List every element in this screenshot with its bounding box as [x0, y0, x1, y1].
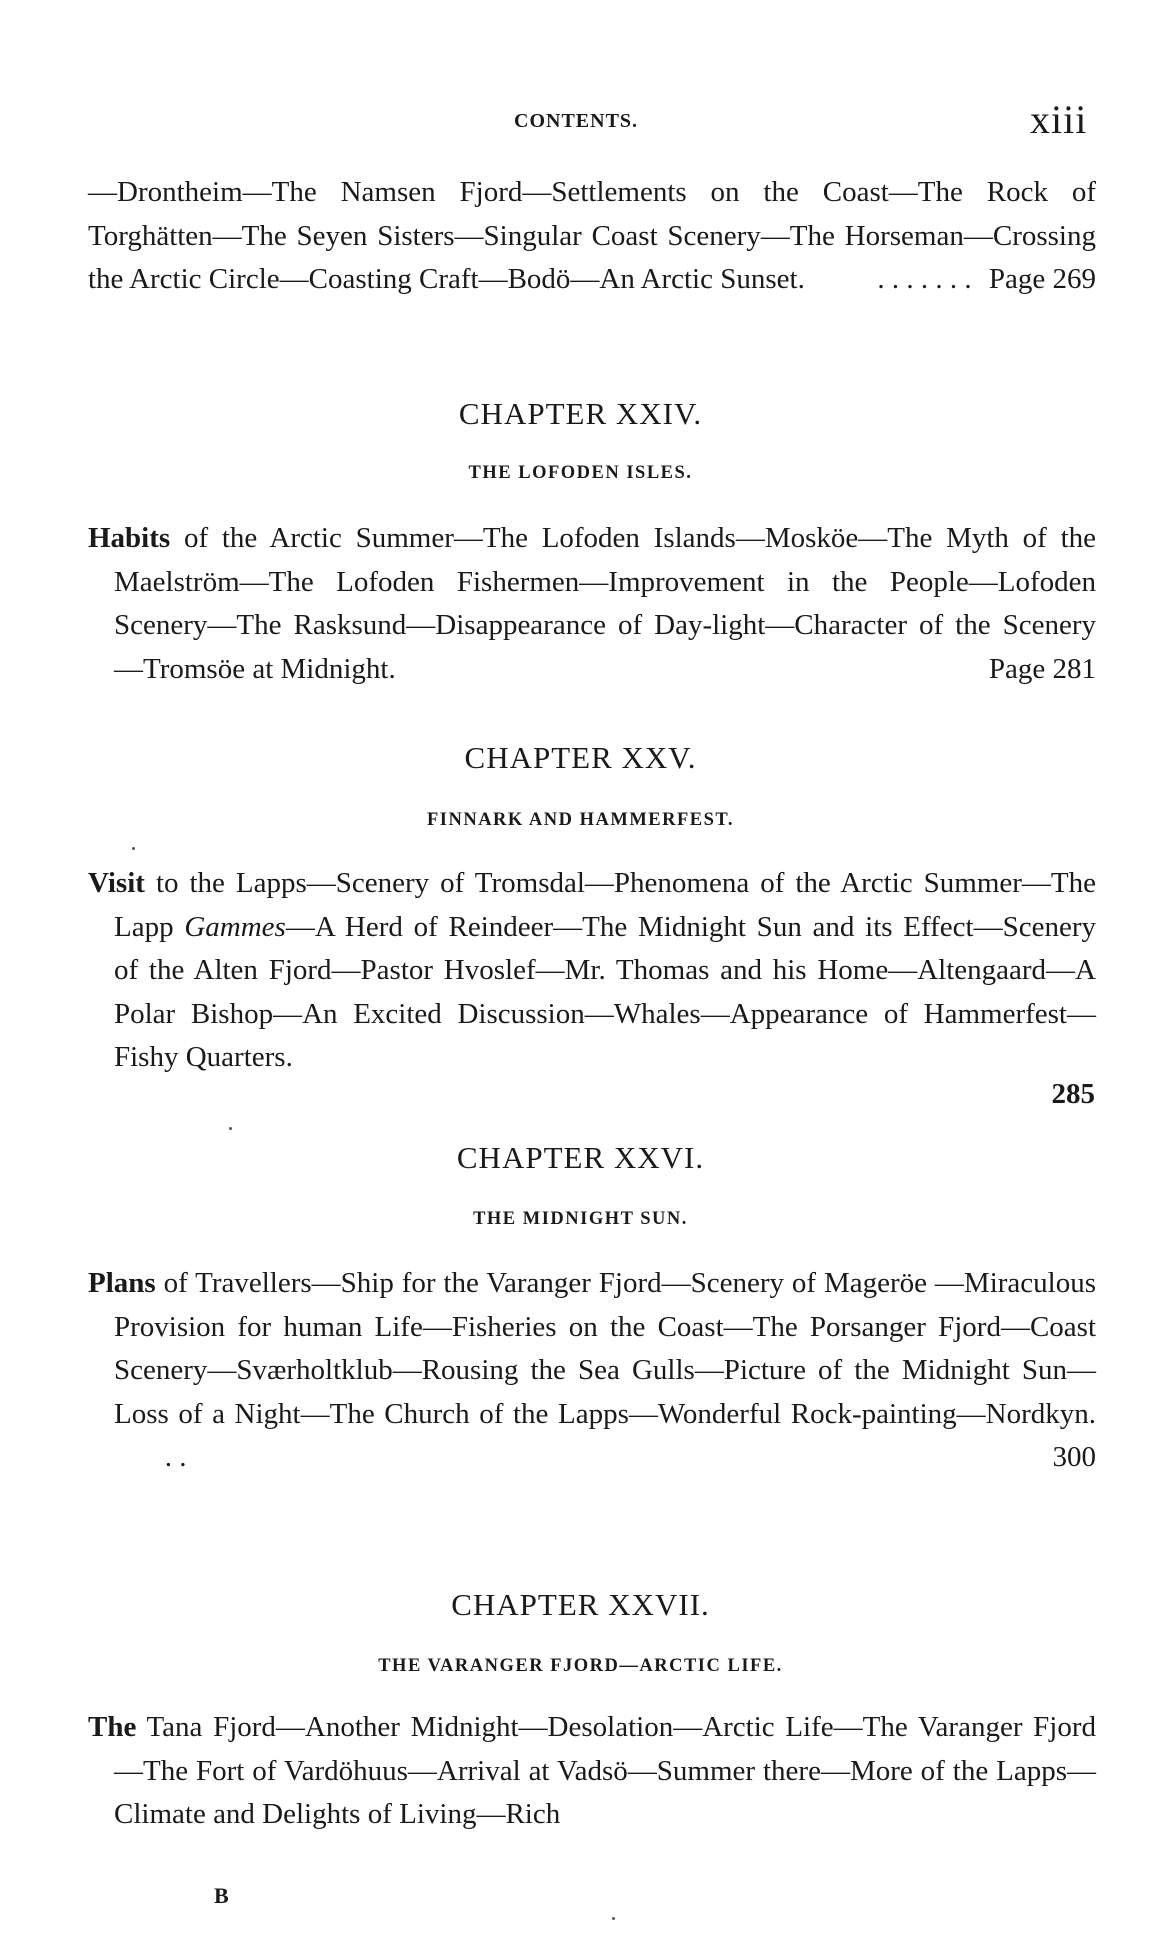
summary-text: Tana Fjord—Another Midnight—Desolation—Arctic Life—The Varanger Fjord—The Fort of Vardöhuus—Arrival at Vadsö—Summer there—More of the Lapps—Climate and Delights of Living—Rich	[114, 1711, 1096, 1830]
summary-text: of the Arctic Summer—The Lofoden Islands—Mosköe—The Myth of the Maelström—The Lofoden Fishermen—Improvement in the People—Lofoden Scenery—The Rasksund—Disappearance of Day-light—Character of the Scenery—Tromsöe at Midnight.	[114, 522, 1096, 685]
chapter-heading: CHAPTER XXVII.	[451, 1587, 710, 1622]
chapter-title: THE LOFODEN ISLES.	[468, 463, 693, 483]
summary-lead-word: The	[88, 1711, 137, 1743]
summary-italic-term: Gammes	[184, 910, 286, 943]
summary-page: 285	[1051, 1078, 1095, 1110]
page-number: xiii	[1030, 97, 1088, 142]
running-head: CONTENTS.	[514, 110, 639, 132]
chapter-title: THE MIDNIGHT SUN.	[473, 1209, 688, 1229]
chapter-summary	[88, 862, 1096, 1080]
chapter-heading: CHAPTER XXVI.	[456, 1140, 705, 1175]
summary-lead-word: Plans	[88, 1267, 156, 1299]
entry-text: —Drontheim—The Namsen Fjord—Settlements on the Coast—The Rock of Torghätten—The Seyen Sisters—Singular Coast Scenery—The Horseman—Crossing the Arctic Circle—Coasting Craft—Bodö—An Arctic Sunset.	[88, 176, 1096, 295]
chapter-title: THE VARANGER FJORD—ARCTIC LIFE.	[378, 1656, 783, 1676]
signature-mark: B	[214, 1883, 229, 1908]
summary-page: Page 281	[988, 652, 1096, 685]
entry-page: Page 269	[988, 263, 1096, 295]
leader-dots: . .	[164, 1441, 187, 1473]
chapter-summary	[88, 1706, 1096, 1837]
chapter-title: FINNARK AND HAMMERFEST.	[426, 810, 735, 830]
chapter-summary	[88, 517, 1096, 691]
summary-page: 300	[1052, 1441, 1096, 1473]
continued-entry	[88, 171, 1096, 302]
summary-text: of Travellers—Ship for the Varanger Fjord—Scenery of Mageröe —Miraculous Provision for human Life—Fisheries on the Coast—The Porsanger Fjord—Coast Scenery—Sværholtklub—Rousing the Sea Gulls—Picture of the Midnight Sun—Loss of a Night—The Church of the Lapps—Wonderful Rock-painting—Nordkyn.	[114, 1267, 1097, 1430]
summary-lead-word: Visit	[88, 867, 145, 899]
scan-speck	[132, 847, 135, 850]
summary-lead-word: Habits	[88, 522, 171, 554]
summary-text: to the Lapps—Scenery of Tromsdal—Phenomena of the Arctic Summer—The Lapp	[114, 867, 1096, 943]
chapter-heading: CHAPTER XXIV.	[458, 396, 703, 431]
scan-speck	[612, 1917, 615, 1920]
leader-dots: . . . . . . .	[877, 263, 972, 295]
summary-text-continued: —A Herd of Reindeer—The Midnight Sun and its Effect—Scenery of the Alten Fjord—Pastor Hvoslef—Mr. Thomas and his Home—Altengaard—A Polar Bishop—An Excited Discussion—Whales—Appearance of Hammerfest—Fishy Quarters.	[114, 910, 1096, 1073]
chapter-summary	[88, 1262, 1096, 1480]
chapter-heading: CHAPTER XXV.	[464, 740, 697, 775]
scan-speck	[229, 1127, 232, 1130]
